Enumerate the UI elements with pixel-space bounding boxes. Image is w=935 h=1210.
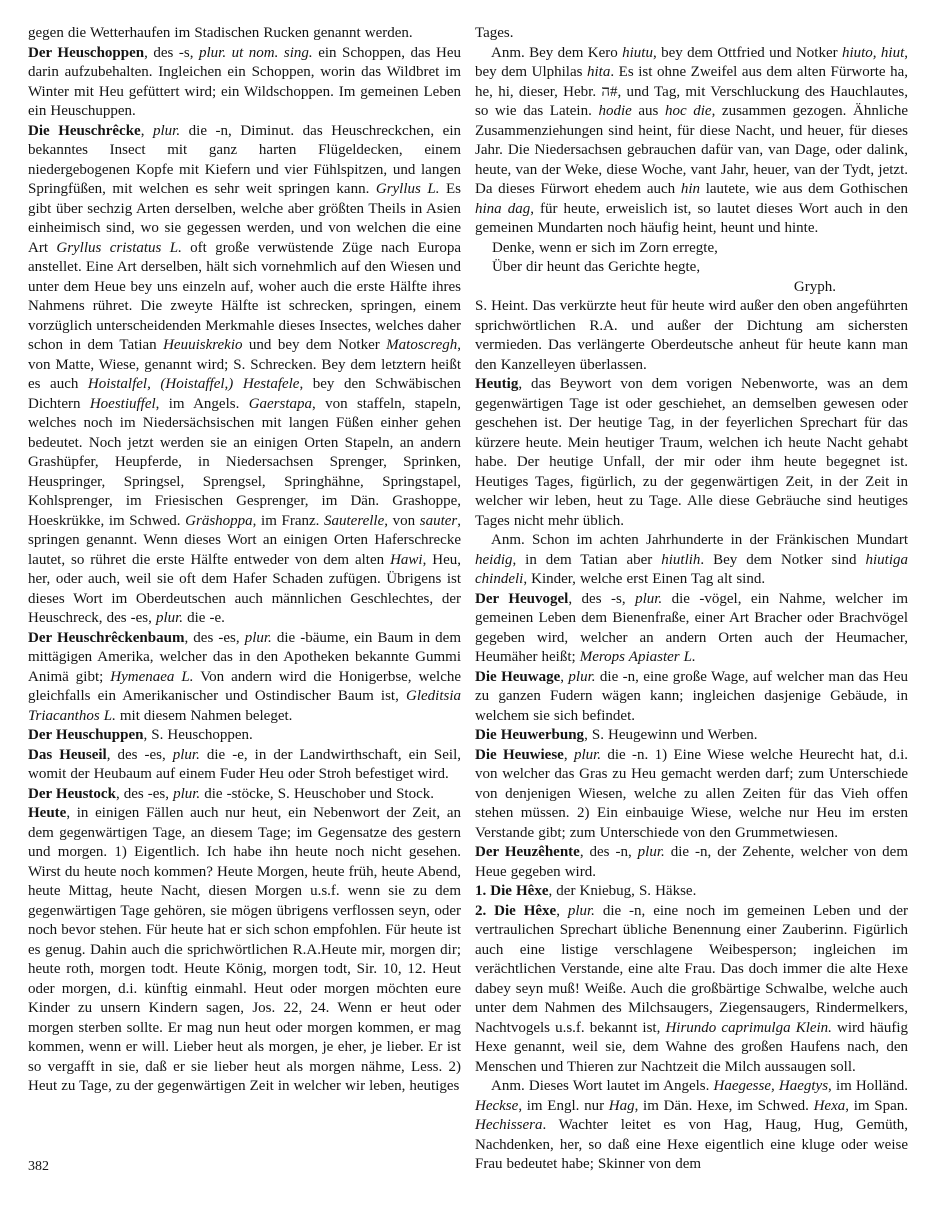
continuation-paragraph [475, 24, 908, 44]
body-text: , das Beywort von dem vorigen Nebenworte, was an dem gegenwärtigen Tage ist oder geschiehet, an demselben gewesen oder geschehen ist. Der heutige Tag, in der feyerlichen Sprechart für das kürzere heute. Mein heutiger Traum, welchen ich heute Nacht gehabt habe. Der heutige Unfall, der mir oder ihm heute begegnet ist. Heutiges Tages, figürlich, zu der gegenwärtigen Zeit, in der Zeit in welcher wir leben, heut zu Tage. Alle diese Gebräuche sind heutiges Tages nicht mehr üblich. [475, 376, 908, 529]
body-text: , von staffeln, stapeln, welches noch im Niedersächsischen mit langen Füßen einher gehen bedeutet. Noch jetzt werden sie an einigen Orten Stapeln, an andern Grashüpfer, Heupferde, in Niedersachsen Sprenger, Sprinken, Heuspringer, Springsel, Sprengsel, Springhähne, Springstapel, Kohlsprenger, im Friesischen Gesprenger, im Dän. Grashoppe, Hoeskrükke, im Schwed. [28, 395, 461, 529]
body-text: die -n, Diminut. das Heuschreckchen, ein bekanntes Insect mit ganz harten Flügeldecken, einem niedergebogenen Kopfe mit Kiefern und vier Fühlspitzen, und langen Springfüßen, mit welchen es sehr weit springen kann. [28, 122, 461, 197]
italic-text: hina dag [475, 200, 531, 217]
verse-line [475, 258, 908, 278]
body-text: Anm. Dieses Wort lautet im Angels. [491, 1078, 714, 1094]
body-text: , zusammen gezogen. Ähnliche Zusammenziehungen sind heint, für diese Nacht, und heuer, für dieses Jahr. Die Niedersachsen gebrauchen dafür van, van Dage, oder dalink, heute, van der Weke, diese Woche, vant Jahr, heuer, van der Tydt, jetzt. Da dieses Fürwort ehedem auch [475, 103, 908, 197]
body-text: , springen genannt. Wenn dieses Wort an einigen Orten Haferschrecke lautet, so rühret die erste Hälfte entweder von dem alten [28, 512, 461, 568]
body-text: die -vögel, ein Nahme, welcher im gemeinen Leben dem Bienenfraße, einer Art Bracher oder Brachvögel gegeben wird, welcher an andern Orten auch der Heumacher, Heumäher heißt; [475, 590, 909, 665]
italic-text: hiutu [622, 44, 653, 61]
body-text: , des -es, [106, 746, 173, 763]
italic-text: Gaerstapa [248, 395, 313, 412]
body-text: die -n. 1) Eine Wiese welche Heurecht hat, d.i. von welcher das Gras zu Heu gemacht werden darf; zum Unterschiede von denjenigen Wiesen, welche zu allen Zeiten für das Vieh offen stehen müssen. 2) Ein einbauige Wiese, welche nur Heu im ersten Verstande gibt; zum Unterschiede von den Grummetwiesen. [475, 746, 908, 841]
italic-text: plur. [172, 746, 200, 763]
italic-text: Haegesse, Haegtys [713, 1078, 829, 1094]
italic-text: Gryllus L. [375, 181, 440, 197]
italic-text: hodie [598, 103, 632, 119]
body-text: , für heute, erweislich ist, so lautet dieses Wort auch in den gemeinen Mundarten noch häufig heint, heunt und hinte. [475, 200, 909, 236]
body-text: Gryph. [793, 278, 836, 295]
body-text: , in einigen Fällen auch nur heut, ein Nebenwort der Zeit, an dem gegenwärtigen Tage, an diesem Tage; im Gegensatze des gestern und morgen. 1) Eigentlich. Ich habe ihn heute noch nicht gesehen. Wirst du heute noch kommen? Heute Morgen, heute früh, heute Abend, heute Mittag, heute Nacht, diesen Morgen u.s.f. wenn sie zu dem gegenwärtigen Tage gehören, sie mögen übrigens verflossen seyn, oder noch bevor stehen. Für heute hat er sich schon empfohlen. Für heute ist es genug. Dahin auch die sprichwörtlichen R.A.Heute mir, morgen dir; heute roth, morgen todt. Heute König, morgen todt, Sir. 10, 12. Heut oder morgen, d.i. künftig einmahl. Heut oder morgen möchten eure Kinder zu unsern Kindern sagen, Jos. 22, 24. Wenn er heut oder morgen sterben sollte. Er mag nun heut oder morgen kommen, er mag kommen, wenn er will. Lieber heut als morgen, je eher, je lieber. Er ist so vergafft in sie, daß er sie lieber heut als morgen nähme, Less. 2) Heut zu Tage, zu der gegenwärtigen Zeit in welcher wir leben, heutiges [28, 805, 461, 1094]
italic-text: plur. [244, 629, 272, 646]
body-text: , [140, 122, 154, 139]
body-text: , des -es, [115, 785, 174, 802]
body-text: , [560, 668, 569, 685]
headword-text: Der Heuschuppen [28, 727, 144, 743]
italic-text: Sauterelle [324, 512, 385, 529]
page-number: 382 [28, 1159, 49, 1174]
body-text: , des -es, [184, 629, 245, 646]
two-column-text-layout [28, 24, 908, 1175]
italic-text: plur. [568, 668, 596, 685]
entry-heuvogel [475, 590, 908, 668]
right-column [475, 24, 908, 1175]
body-text: , Kinder, welche erst Einen Tag alt sind. [523, 571, 766, 587]
italic-text: Heckse [475, 1097, 519, 1114]
body-text: S. Heint. Das verkürzte heut für heute wird außer den oben angeführten sprichwörtlichen R.A. und außer der Dichtung am sichersten vermieden. Das verlängerte Oberdeutsche anheut für heute kann man den Kanzelleyen überlassen. [475, 298, 908, 373]
body-text: , von [384, 512, 420, 529]
italic-text: Merops Apiaster L. [579, 649, 696, 665]
headword-text: Die Heuwerbung [475, 727, 585, 743]
headword-text: Der Heuschrêckenbaum [28, 629, 185, 646]
body-text: , S. Heugewinn und Werben. [584, 727, 758, 743]
body-text: , bey dem Ulphilas [475, 44, 908, 80]
body-text: die -bäume, ein Baum in dem mittägigen Amerika, welcher das in den Apotheken bekannte Gummi Animä gibt; [28, 629, 461, 685]
body-text: , im Angels. [155, 395, 249, 412]
italic-text: hita [587, 64, 611, 80]
italic-text: hiutiga chindeli [475, 551, 908, 587]
italic-text: Matoscregh [386, 337, 458, 353]
body-text: aus [631, 103, 665, 119]
headword-text: Der Heuvogel [475, 590, 569, 607]
body-text: , im Engl. nur [518, 1097, 609, 1114]
verse-attribution [475, 278, 908, 298]
headword-text: Heutig [475, 376, 519, 392]
italic-text: Heuuiskrekio [163, 337, 243, 353]
body-text: gegen die Wetterhaufen im Stadischen Rucken genannt werden. [28, 25, 413, 41]
entry-heuseil [28, 746, 461, 785]
italic-text: Hoistalfel, (Hoistaffel,) Hestafele [87, 376, 300, 392]
body-text: , des -s, [144, 44, 199, 61]
italic-text: plur. [567, 902, 595, 919]
body-text: , Heu, her, oder auch, weil sie oft dem Hafer Schaden zufügen. Übrigens ist dieses Wort im Oberdeutschen auch männlichen Geschlechtes, der Heuschreck, des -es, [28, 551, 461, 626]
body-text: , im Franz. [252, 512, 324, 529]
anmerkung-heutig [475, 531, 908, 590]
italic-text: plur. [573, 746, 602, 763]
body-text: die -e. [183, 610, 225, 626]
entry-heuwage [475, 668, 908, 727]
entry-hexe-2 [475, 902, 908, 1078]
entry-heute [28, 804, 461, 1097]
body-text: , im Span. [845, 1097, 908, 1114]
entry-heuwiese [475, 746, 908, 844]
italic-text: sauter [419, 512, 458, 529]
body-text: , [556, 902, 568, 919]
body-text: oft große verwüstende Züge nach Europa anstellet. Eine Art derselben, hält sich vornehmlich auf den Wiesen und unter dem Heue bey uns einzeln auf, woher auch die erste Hälfte ihres Nahmens rühret. Die zweyte Hälfte ist schrecken, springen, einem vorzüglich unterscheidenden Merkmahle dieses Insectes, welches daher schon in dem Tatian [28, 239, 462, 353]
headword-text: Das Heuseil [28, 746, 107, 763]
body-text: , [563, 746, 574, 763]
verse-line [475, 239, 908, 259]
italic-text: hiutlih [661, 551, 701, 568]
headword-text: Heute [28, 805, 67, 821]
body-text: . Es ist ohne Zweifel aus dem alten Fürworte ha, he, hi, dieser, Hebr. ה#, und Tag, mit Verschluckung des Hauchlautes, so wie das Latein. [475, 64, 908, 119]
italic-text: plur. [635, 590, 663, 607]
italic-text: hiuto, hiut [841, 44, 905, 61]
italic-text: plur. [153, 122, 181, 139]
headword-text: Der Heuschoppen [28, 44, 145, 61]
body-text: die -n, eine noch im gemeinen Leben und der vertraulichen Sprechart übliche Benennung einer Zauberinn. Figürlich auch eine listige verschlagene Weibesperson; ingleichen im verächtlichen Verstande, eine alte Frau. Das doch immer die alte Hexe dabey seyn muß! Weiße. Auch die großbärtige Schwalbe, welche auch unter dem Nahmen des Milchsaugers, Ziegensaugers, Rindermelkers, Nachtvogels u.s.f. bekannt ist, [475, 902, 908, 1036]
body-text: , im Holländ. [828, 1078, 908, 1094]
anmerkung-hexe [475, 1077, 908, 1175]
body-text: ein Schoppen, das Heu darin aufzubehalten. Ingleichen ein Schoppen, worin das Wildbret im Winter mit Heu gefüttert wird; ein Wildschoppen. Im gemeinen Leben ein Heuschuppen. [28, 44, 461, 119]
body-text: Anm. Schon im achten Jahrhunderte in der Fränkischen Mundart [491, 532, 908, 548]
italic-text: Hag [608, 1097, 635, 1114]
body-text: . Bey dem Notker sind [700, 551, 866, 568]
body-text: Über dir heunt das Gerichte hegte, [492, 259, 701, 275]
body-text: , des -s, [568, 590, 636, 607]
body-text: , bey den Schwäbischen Dichtern [28, 376, 461, 412]
italic-text: Hoestiuffel [89, 395, 156, 412]
body-text: und bey dem Notker [242, 337, 387, 353]
italic-text: hin [680, 181, 701, 197]
body-text: Anm. Bey dem Kero [491, 44, 623, 61]
italic-text: Hawi [390, 551, 423, 568]
italic-text: heidig [475, 551, 513, 568]
italic-text: Gryllus cristatus L. [56, 239, 182, 256]
entry-hexe-1 [475, 882, 908, 902]
body-text: , bey dem Ottfried und Notker [652, 44, 842, 61]
paragraph-s-heint [475, 297, 908, 375]
body-text: Denke, wenn er sich im Zorn erregte, [492, 239, 718, 256]
italic-text: plur. [173, 785, 201, 802]
body-text: , des -n, [579, 844, 638, 860]
headword-text: Die Heuwiese [475, 746, 564, 763]
italic-text: plur. ut nom. sing. [199, 44, 313, 61]
headword-text: 2. Die Hêxe [475, 902, 557, 919]
entry-heuschuppen [28, 726, 461, 746]
body-text: Es gibt über sechzig Arten derselben, welche aber größten Theils in Asien einheimisch sind, wo sie gegessen werden, und von welchen die eine Art [28, 181, 461, 256]
headword-text: Die Heuschrêcke [28, 122, 141, 139]
body-text: wird häufig Hexe genannt, weil sie, dem Wahne des großen Haufens nach, den Menschen und Thieren zur Nachtzeit die Milch aussaugen soll. [475, 1019, 908, 1075]
italic-text: Gleditsia Triacanthos L. [28, 688, 461, 724]
body-text: , in dem Tatian aber [512, 551, 662, 568]
body-text: , von Matte, Wiese, genannt wird; S. Schrecken. Bey dem letztern heißt es auch [28, 337, 462, 392]
italic-text: plur. [637, 844, 665, 860]
italic-text: Hechissera [475, 1117, 543, 1133]
headword-text: Der Heustock [28, 785, 116, 802]
entry-heuschoppen [28, 44, 461, 122]
headword-text: Die Heuwage [475, 668, 561, 685]
body-text: lautete, wie aus dem Gothischen [700, 181, 909, 197]
body-text: , S. Heuschoppen. [143, 727, 253, 743]
italic-text: plur. [155, 610, 184, 626]
left-column [28, 24, 461, 1097]
continuation-paragraph [28, 24, 461, 44]
body-text: die -n, eine große Wage, auf welcher man das Heu zu ganzen Fudern wägen kann; ingleichen dasjenige Gebäude, in welchem sie sich befindet. [475, 668, 908, 724]
entry-heustock [28, 785, 461, 805]
body-text: Tages. [475, 25, 514, 41]
italic-text: Gräshoppa [185, 512, 253, 529]
body-text: . Wachter leitet es von Hag, Haug, Hug, Gemüth, Nachdenken, her, so daß eine Hexe eigentlich eine kluge oder weise Frau bedeutet habe; Skinner von dem [475, 1117, 908, 1172]
entry-heuzehente [475, 843, 908, 882]
body-text: , im Dän. Hexe, im Schwed. [634, 1097, 814, 1114]
body-text: mit diesem Nahmen beleget. [115, 707, 293, 724]
body-text: die -n, der Zehente, welcher von dem Heue gegeben wird. [475, 844, 909, 880]
anmerkung-heute [475, 44, 908, 239]
body-text: die -stöcke, S. Heuschober und Stock. [200, 785, 435, 802]
body-text: Von andern wird die Honigerbse, welche gleichfalls ein Amerikanischer und Ostindischer Baum ist, [28, 668, 462, 704]
entry-heuschrecke [28, 122, 461, 629]
headword-text: Der Heuzêhente [475, 844, 580, 860]
italic-text: Hymenaea L. [110, 668, 194, 685]
headword-text: 1. Die Hêxe [475, 883, 549, 899]
italic-text: Hexa [813, 1097, 846, 1114]
entry-heuschreckenbaum [28, 629, 461, 727]
entry-heutig [475, 375, 908, 531]
body-text: , der Kniebug, S. Häkse. [548, 883, 697, 899]
entry-heuwerbung [475, 726, 908, 746]
body-text: die -e, in der Landwirthschaft, ein Seil, womit der Heubaum auf einem Fuder Heu oder Stroh befestiget wird. [28, 746, 462, 782]
italic-text: Hirundo caprimulga Klein. [665, 1019, 832, 1036]
italic-text: hoc die [664, 103, 712, 119]
